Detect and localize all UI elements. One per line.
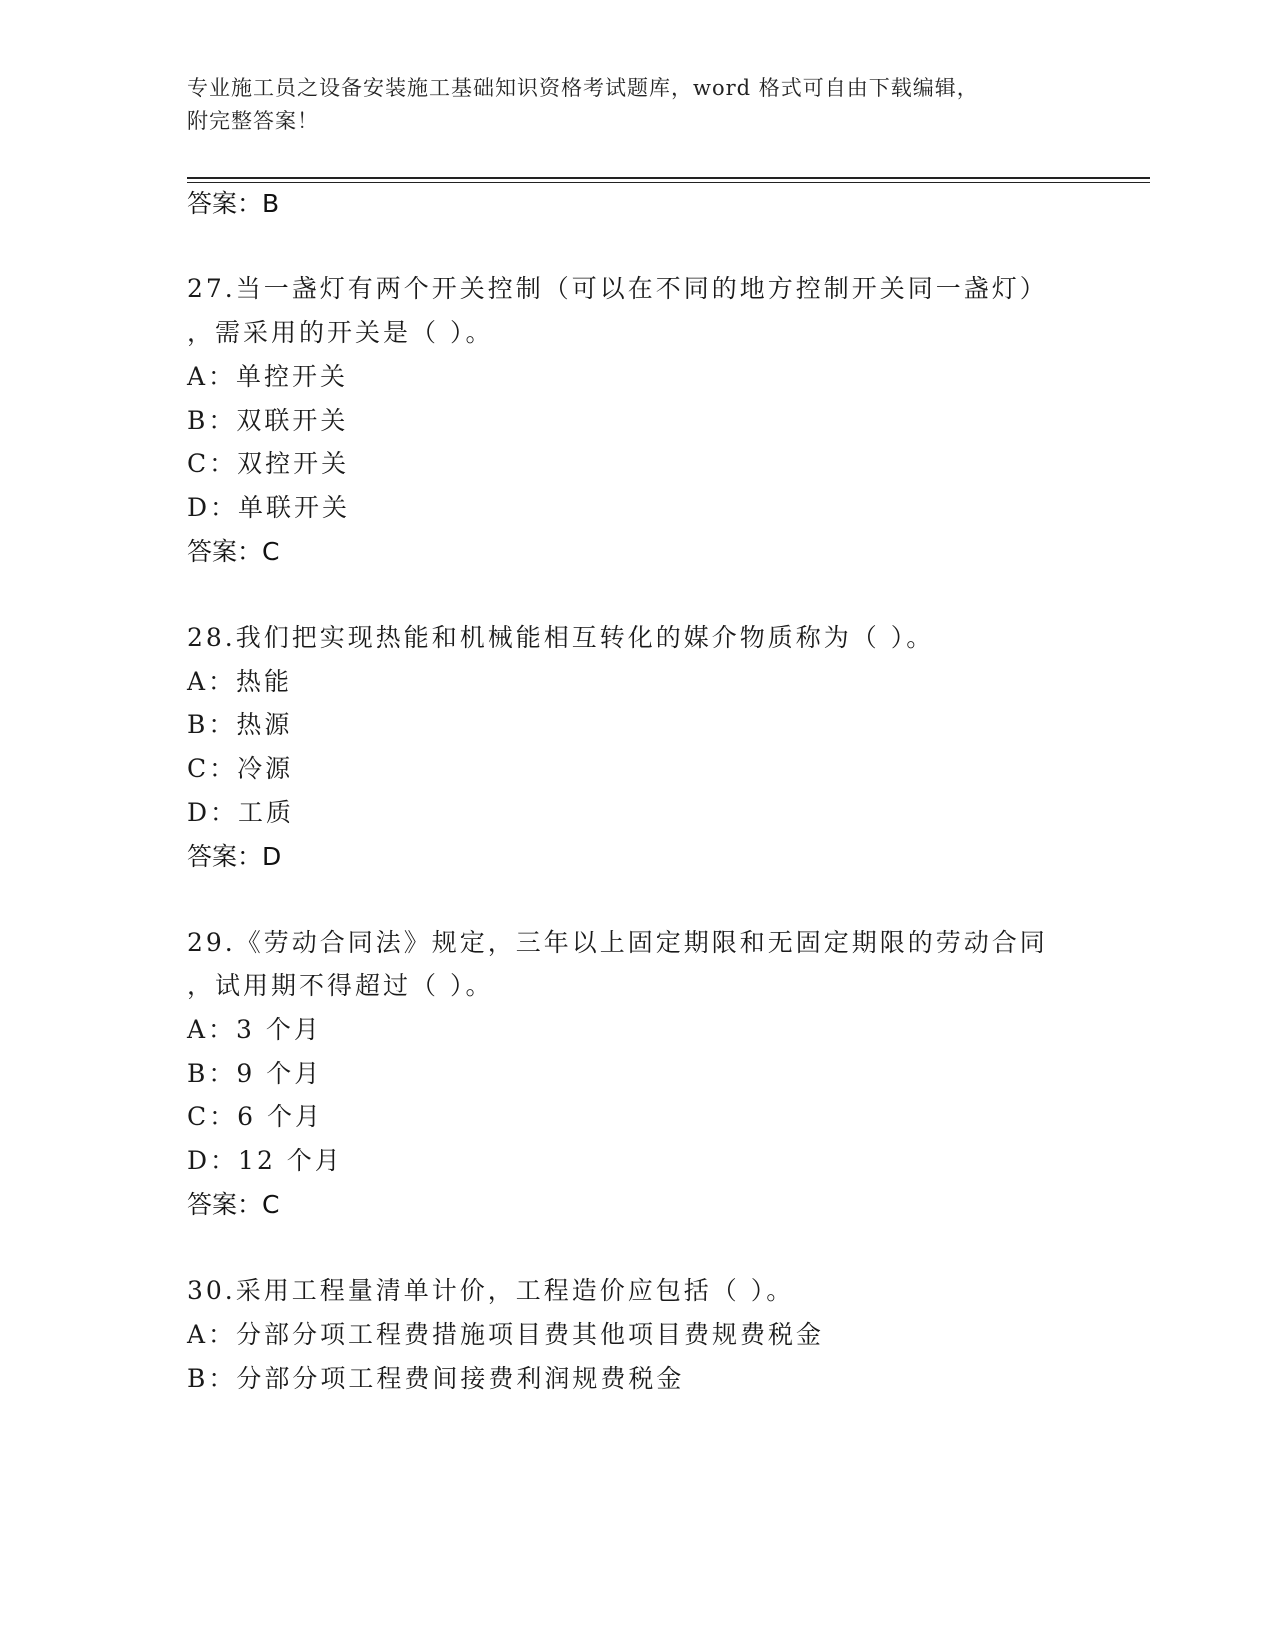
question-29-stem-line-2: ，试用期不得超过（ ）。 xyxy=(187,971,494,1000)
question-29-option-b: B：9 个月 xyxy=(187,1059,323,1088)
header-line-2: 附完整答案！ xyxy=(187,109,319,133)
question-27-option-b: B：双联开关 xyxy=(187,406,349,435)
document-header xyxy=(187,72,1087,138)
answer-29: 答案：C xyxy=(187,1190,280,1219)
question-27-option-d: D：单联开关 xyxy=(187,493,351,522)
answer-28: 答案：D xyxy=(187,842,282,871)
question-27-option-a: A：单控开关 xyxy=(187,362,349,391)
question-30-option-a: A：分部分项工程费措施项目费其他项目费规费税金 xyxy=(187,1320,825,1349)
question-29-option-c: C：6 个月 xyxy=(187,1102,323,1131)
question-29-option-d: D：12 个月 xyxy=(187,1146,343,1175)
header-divider-thick xyxy=(187,177,1150,179)
question-27-option-c: C：双控开关 xyxy=(187,449,350,478)
question-27-stem-line-1: 27.当一盏灯有两个开关控制（可以在不同的地方控制开关同一盏灯） xyxy=(187,274,1048,303)
question-29-option-a: A：3 个月 xyxy=(187,1015,322,1044)
answer-26: 答案：B xyxy=(187,189,280,218)
question-30-option-b: B：分部分项工程费间接费利润规费税金 xyxy=(187,1364,685,1393)
question-28-stem-line-1: 28.我们把实现热能和机械能相互转化的媒介物质称为（ ）。 xyxy=(187,623,935,652)
question-27-stem-line-2: ，需采用的开关是（ ）。 xyxy=(187,318,494,347)
question-28-option-d: D：工质 xyxy=(187,798,295,827)
question-29-stem-line-1: 29.《劳动合同法》规定，三年以上固定期限和无固定期限的劳动合同 xyxy=(187,928,1048,957)
header-line-1: 专业施工员之设备安装施工基础知识资格考试题库，word 格式可自由下载编辑， xyxy=(187,76,979,100)
question-28-option-c: C：冷源 xyxy=(187,754,294,783)
answer-27: 答案：C xyxy=(187,537,280,566)
question-30-stem-line-1: 30.采用工程量清单计价，工程造价应包括（ ）。 xyxy=(187,1276,795,1305)
question-28-option-a: A：热能 xyxy=(187,667,293,696)
question-28-option-b: B：热源 xyxy=(187,710,293,739)
header-divider-thin xyxy=(187,182,1150,183)
